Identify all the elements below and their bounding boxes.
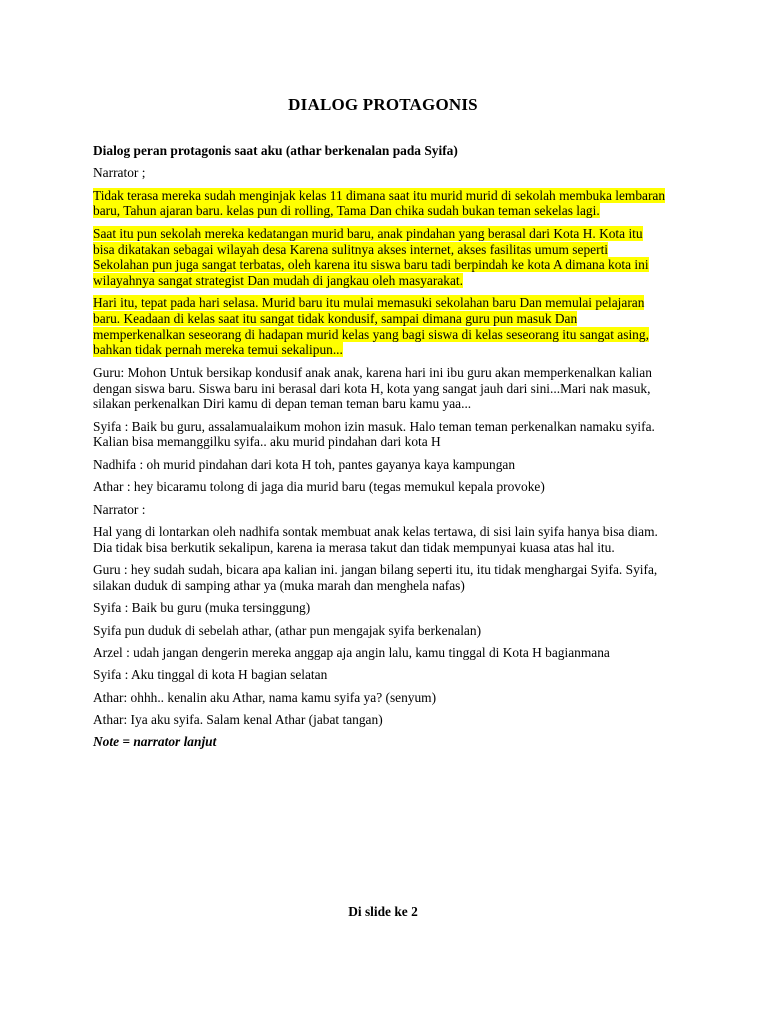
- paragraph-text: Syifa : Aku tinggal di kota H bagian selatan: [93, 667, 328, 683]
- paragraph-text: Narrator :: [93, 501, 146, 517]
- paragraph-narration-3: [93, 295, 667, 358]
- paragraph-text: Narrator ;: [93, 165, 146, 181]
- paragraph-text: Guru: Mohon Untuk bersikap kondusif anak anak, karena hari ini ibu guru akan memperkenalkan kalian dengan siswa baru. Siswa baru ini berasal dari kota H, kota yang sangat jauh dari sini...Mari nak masuk, silakan perkenalkan Diri kamu di depan teman teman baru kamu yaa...: [93, 364, 652, 412]
- paragraph-dialog-syifa-3: [93, 667, 667, 683]
- paragraph-narration-4: [93, 524, 667, 555]
- paragraph-text: Dialog peran protagonis saat aku (athar berkenalan pada Syifa): [93, 143, 458, 158]
- paragraph-narrator-label: [93, 165, 667, 181]
- paragraph-narrator-label-2: [93, 502, 667, 518]
- paragraph-narration-2: [93, 226, 667, 289]
- paragraph-note: [93, 734, 667, 750]
- paragraph-text: Arzel : udah jangan dengerin mereka anggap aja angin lalu, kamu tinggal di Kota H bagianmana: [93, 644, 610, 660]
- paragraph-text: Athar : hey bicaramu tolong di jaga dia murid baru (tegas memukul kepala provoke): [93, 479, 545, 495]
- paragraph-text: Guru : hey sudah sudah, bicara apa kalian ini. jangan bilang seperti itu, itu tidak menghargai Syifa. Syifa, silakan duduk di samping athar ya (muka marah dan menghela nafas): [93, 562, 658, 593]
- paragraph-text: Syifa pun duduk di sebelah athar, (athar pun mengajak syifa berkenalan): [93, 622, 482, 638]
- paragraph-text: Athar: Iya aku syifa. Salam kenal Athar (jabat tangan): [93, 712, 383, 728]
- paragraph-narration-5: [93, 623, 667, 639]
- paragraph-text: Nadhifa : oh murid pindahan dari kota H toh, pantes gayanya kaya kampungan: [93, 456, 516, 472]
- highlighted-text: Hari itu, tepat pada hari selasa. Murid baru itu mulai memasuki sekolahan baru Dan memulai pelajaran baru. Keadaan di kelas saat itu sangat tidak kondusif, sampai dimana guru pun masuk Dan memperkenalkan seseorang di hadapan murid kelas yang bagi siswa di kelas seseorang itu sangat asing, bahkan tidak pernah mereka temui sekalipun...: [93, 295, 649, 358]
- highlighted-text: Tidak terasa mereka sudah menginjak kelas 11 dimana saat itu murid murid di sekolah membuka lembaran baru, Tahun ajaran baru. kelas pun di rolling, Tama Dan chika sudah bukan teman sekelas lagi.: [93, 187, 666, 219]
- paragraph-text: Note = narrator lanjut: [93, 734, 217, 750]
- document-body: [93, 143, 667, 757]
- paragraph-dialog-athar-1: [93, 479, 667, 495]
- paragraph-dialog-syifa-2: [93, 600, 667, 616]
- paragraph-dialog-guru-1: [93, 365, 667, 412]
- paragraph-dialog-syifa-1: [93, 419, 667, 450]
- paragraph-dialog-nadhifa: [93, 457, 667, 473]
- paragraph-narration-1: [93, 188, 667, 219]
- paragraph-text: Syifa : Baik bu guru, assalamualaikum mohon izin masuk. Halo teman teman perkenalkan namaku syifa. Kalian bisa memanggilku syifa.. aku murid pindahan dari kota H: [93, 418, 655, 450]
- paragraph-text: Syifa : Baik bu guru (muka tersinggung): [93, 600, 311, 616]
- paragraph-subtitle: [93, 143, 667, 159]
- highlighted-text: Saat itu pun sekolah mereka kedatangan murid baru, anak pindahan yang berasal dari Kota H. Kota itu bisa dikatakan sebagai wilayah desa Karena sulitnya akses internet, akses fasilitas umum seperti Sekolahan pun juga sangat terbatas, oleh karena itu siswa baru tadi berpindah ke kota A dimana kota ini wilayahnya sangat strategist Dan mudah di jangkau oleh masyarakat.: [93, 225, 649, 288]
- paragraph-text: Athar: ohhh.. kenalin aku Athar, nama kamu syifa ya? (senyum): [93, 689, 437, 705]
- paragraph-dialog-arzel: [93, 645, 667, 661]
- paragraph-dialog-athar-2: [93, 690, 667, 706]
- document-title: DIALOG PROTAGONIS: [288, 95, 478, 114]
- paragraph-text: Hal yang di lontarkan oleh nadhifa sontak membuat anak kelas tertawa, di sisi lain syifa hanya bisa diam. Dia tidak bisa berkutik sekalipun, karena ia merasa takut dan tidak mempunyai kuasa atas hal itu.: [93, 523, 658, 555]
- document-footer: Di slide ke 2: [348, 904, 418, 919]
- paragraph-dialog-athar-3: [93, 712, 667, 728]
- paragraph-dialog-guru-2: [93, 562, 667, 593]
